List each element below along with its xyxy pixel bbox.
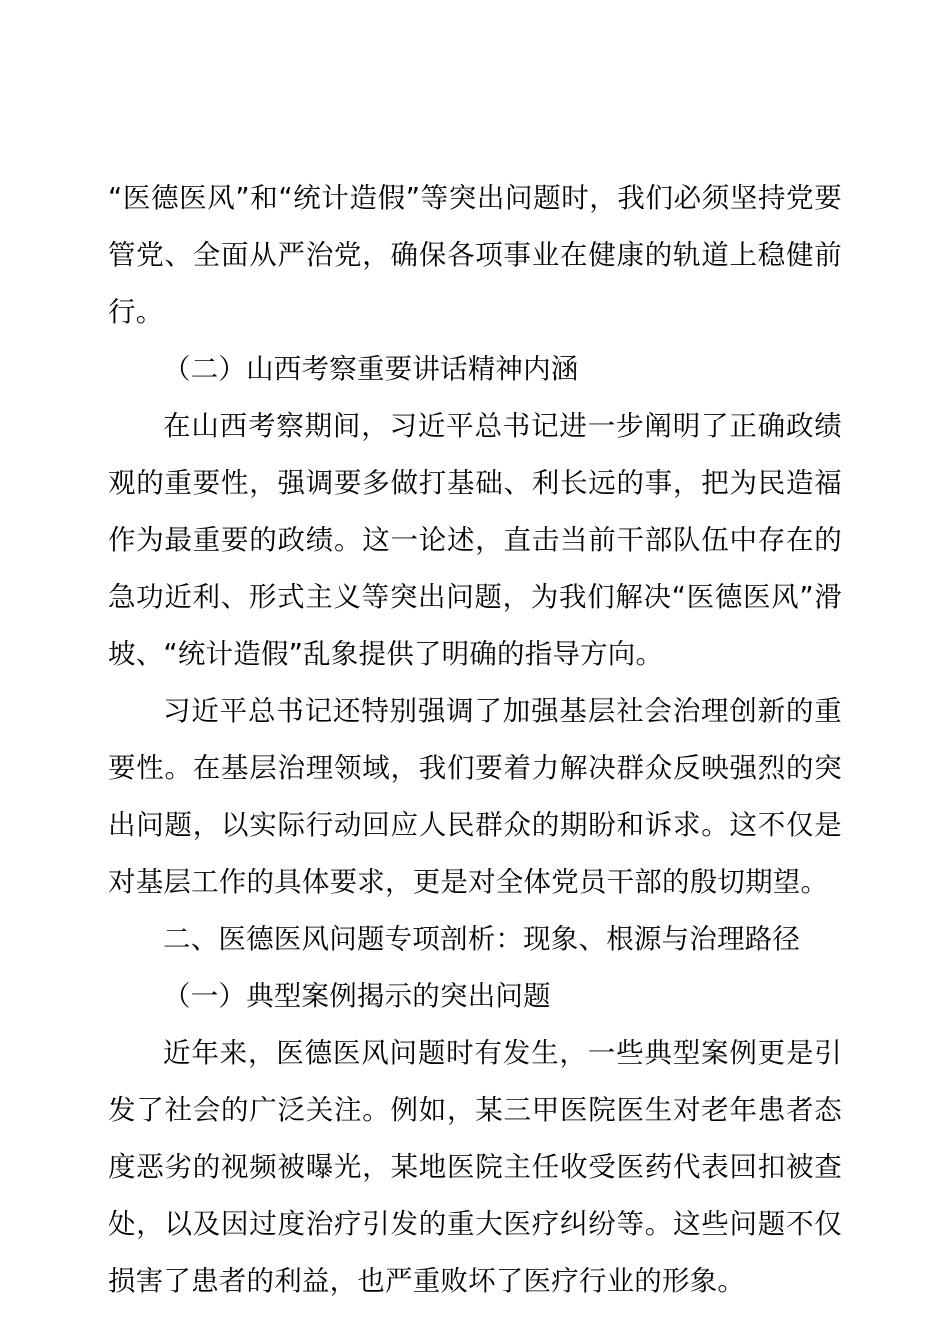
paragraph-typical-cases: 近年来，医德医风问题时有发生，一些典型案例更是引发了社会的广泛关注。例如，某三甲医院医生对老年患者态度恶劣的视频被曝光，某地医院主任收受医药代表回扣被查处，以及因过度治疗引发的重大医疗纠纷等。这些问题不仅损害了患者的利益，也严重败坏了医疗行业的形象。 — [108, 1037, 842, 1297]
paragraph-grassroots-governance: 习近平总书记还特别强调了加强基层社会治理创新的重要性。在基层治理领域，我们要着力解决群众反映强烈的突出问题，以实际行动回应人民群众的期盼和诉求。这不仅是对基层工作的具体要求，更是对全体党员干部的殷切期望。 — [108, 695, 842, 898]
heading-section-2-1: （一）典型案例揭示的突出问题 — [163, 980, 551, 1012]
paragraph-continuation: “医德医风”和“统计造假”等突出问题时，我们必须坚持党要管党、全面从严治党，确保各项事业在健康的轨道上稳健前行。 — [108, 182, 842, 328]
heading-section-1-2: （二）山西考察重要讲话精神内涵 — [163, 353, 579, 385]
paragraph-shanxi-inspection: 在山西考察期间，习近平总书记进一步阐明了正确政绩观的重要性，强调要多做打基础、利长远的事，把为民造福作为最重要的政绩。这一论述，直击当前干部队伍中存在的急功近利、形式主义等突出问题，为我们解决“医德医风”滑坡、“统计造假”乱象提供了明确的指导方向。 — [108, 410, 842, 670]
heading-section-2: 二、医德医风问题专项剖析：现象、根源与治理路径 — [163, 923, 801, 955]
document-body — [108, 170, 842, 1310]
